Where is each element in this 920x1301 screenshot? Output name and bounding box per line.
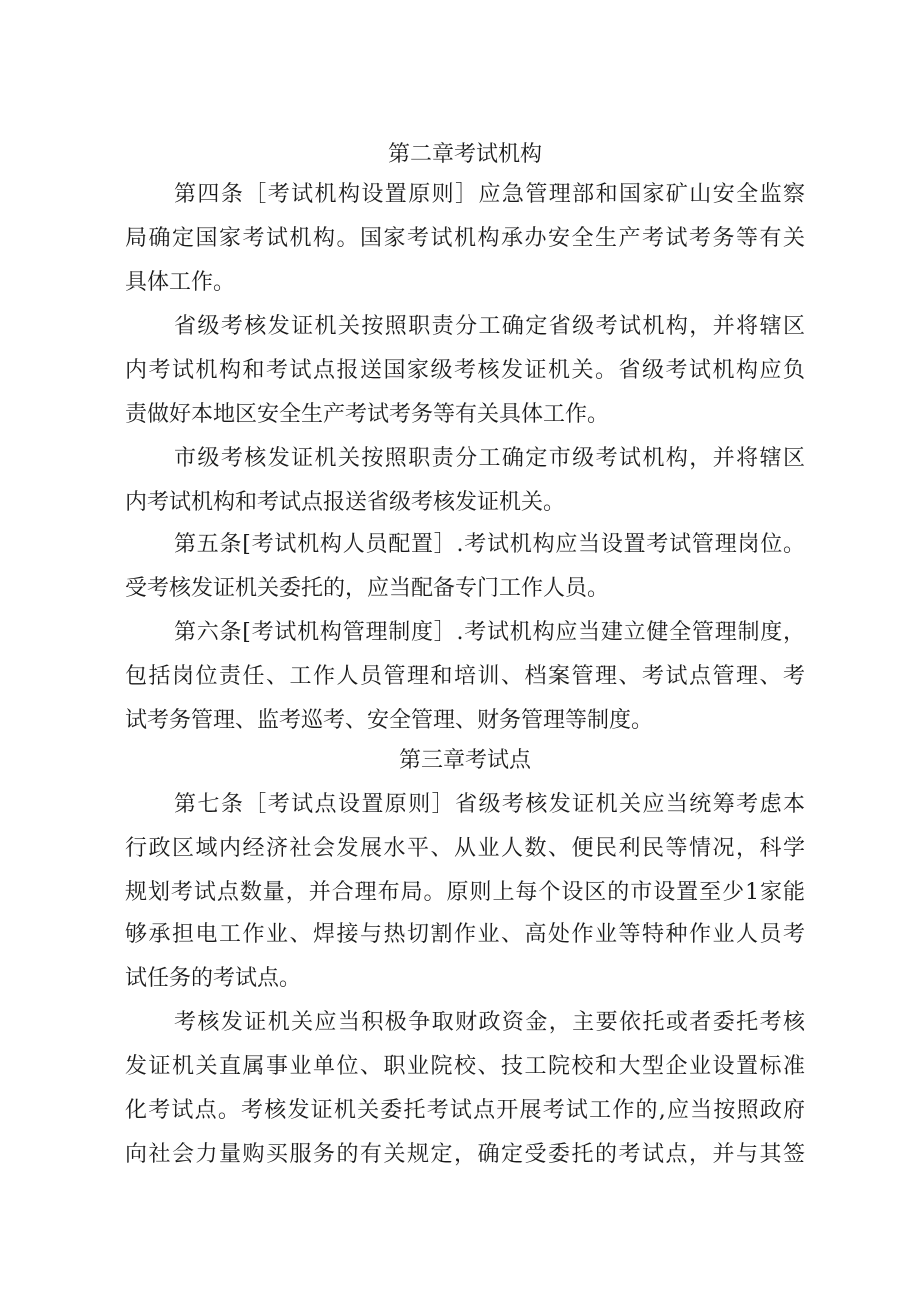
article-7-line-1: 第七条［考试点设置原则］省级考核发证机关应当统筹考虑本 (174, 792, 805, 817)
article-5-line-2: 受考核发证机关委托的，应当配备专门工作人员。 (125, 576, 610, 601)
article-4-line-3: 具体工作。 (125, 270, 236, 295)
provincial-para-line-1: 省级考核发证机关按照职责分工确定省级考试机构，并将辖区 (174, 314, 805, 339)
funding-para-line-3: 化考试点。考核发证机关委托考试点开展考试工作的,应当按照政府 (125, 1098, 805, 1123)
provincial-para-line-2: 内考试机构和考试点报送国家级考核发证机关。省级考试机构应负 (125, 358, 805, 383)
article-7-line-3: 规划考试点数量，并合理布局。原则上每个设区的市设置至少1家能 (125, 880, 805, 905)
article-7-line-5: 试任务的考试点。 (125, 966, 302, 991)
article-5-line-1: 第五条[考试机构人员配置］.考试机构应当设置考试管理岗位。 (174, 532, 805, 557)
article-6-line-2: 包括岗位责任、工作人员管理和培训、档案管理、考试点管理、考 (125, 664, 805, 689)
article-4-line-1: 第四条［考试机构设置原则］应急管理部和国家矿山安全监察 (174, 182, 805, 207)
article-7-line-2: 行政区域内经济社会发展水平、从业人数、便民利民等情况，科学 (125, 836, 805, 861)
article-7-line-4: 够承担电工作业、焊接与热切割作业、高处作业等特种作业人员考 (125, 922, 805, 947)
provincial-para-line-3: 责做好本地区安全生产考试考务等有关具体工作。 (125, 402, 610, 427)
chapter-3-heading: 第三章考试点 (398, 748, 531, 773)
article-6-line-3: 试考务管理、监考巡考、安全管理、财务管理等制度。 (125, 708, 654, 733)
city-para-line-1: 市级考核发证机关按照职责分工确定市级考试机构，并将辖区 (174, 446, 805, 471)
funding-para-line-4: 向社会力量购买服务的有关规定，确定受委托的考试点，并与其签 (125, 1142, 805, 1167)
article-4-line-2: 局确定国家考试机构。国家考试机构承办安全生产考试考务等有关 (125, 226, 805, 251)
chapter-2-heading: 第二章考试机构 (387, 142, 542, 167)
funding-para-line-2: 发证机关直属事业单位、职业院校、技工院校和大型企业设置标准 (125, 1054, 805, 1079)
funding-para-line-1: 考核发证机关应当积极争取财政资金，主要依托或者委托考核 (174, 1010, 805, 1035)
article-6-line-1: 第六条[考试机构管理制度］.考试机构应当建立健全管理制度， (174, 620, 805, 645)
city-para-line-2: 内考试机构和考试点报送省级考核发证机关。 (125, 490, 566, 515)
